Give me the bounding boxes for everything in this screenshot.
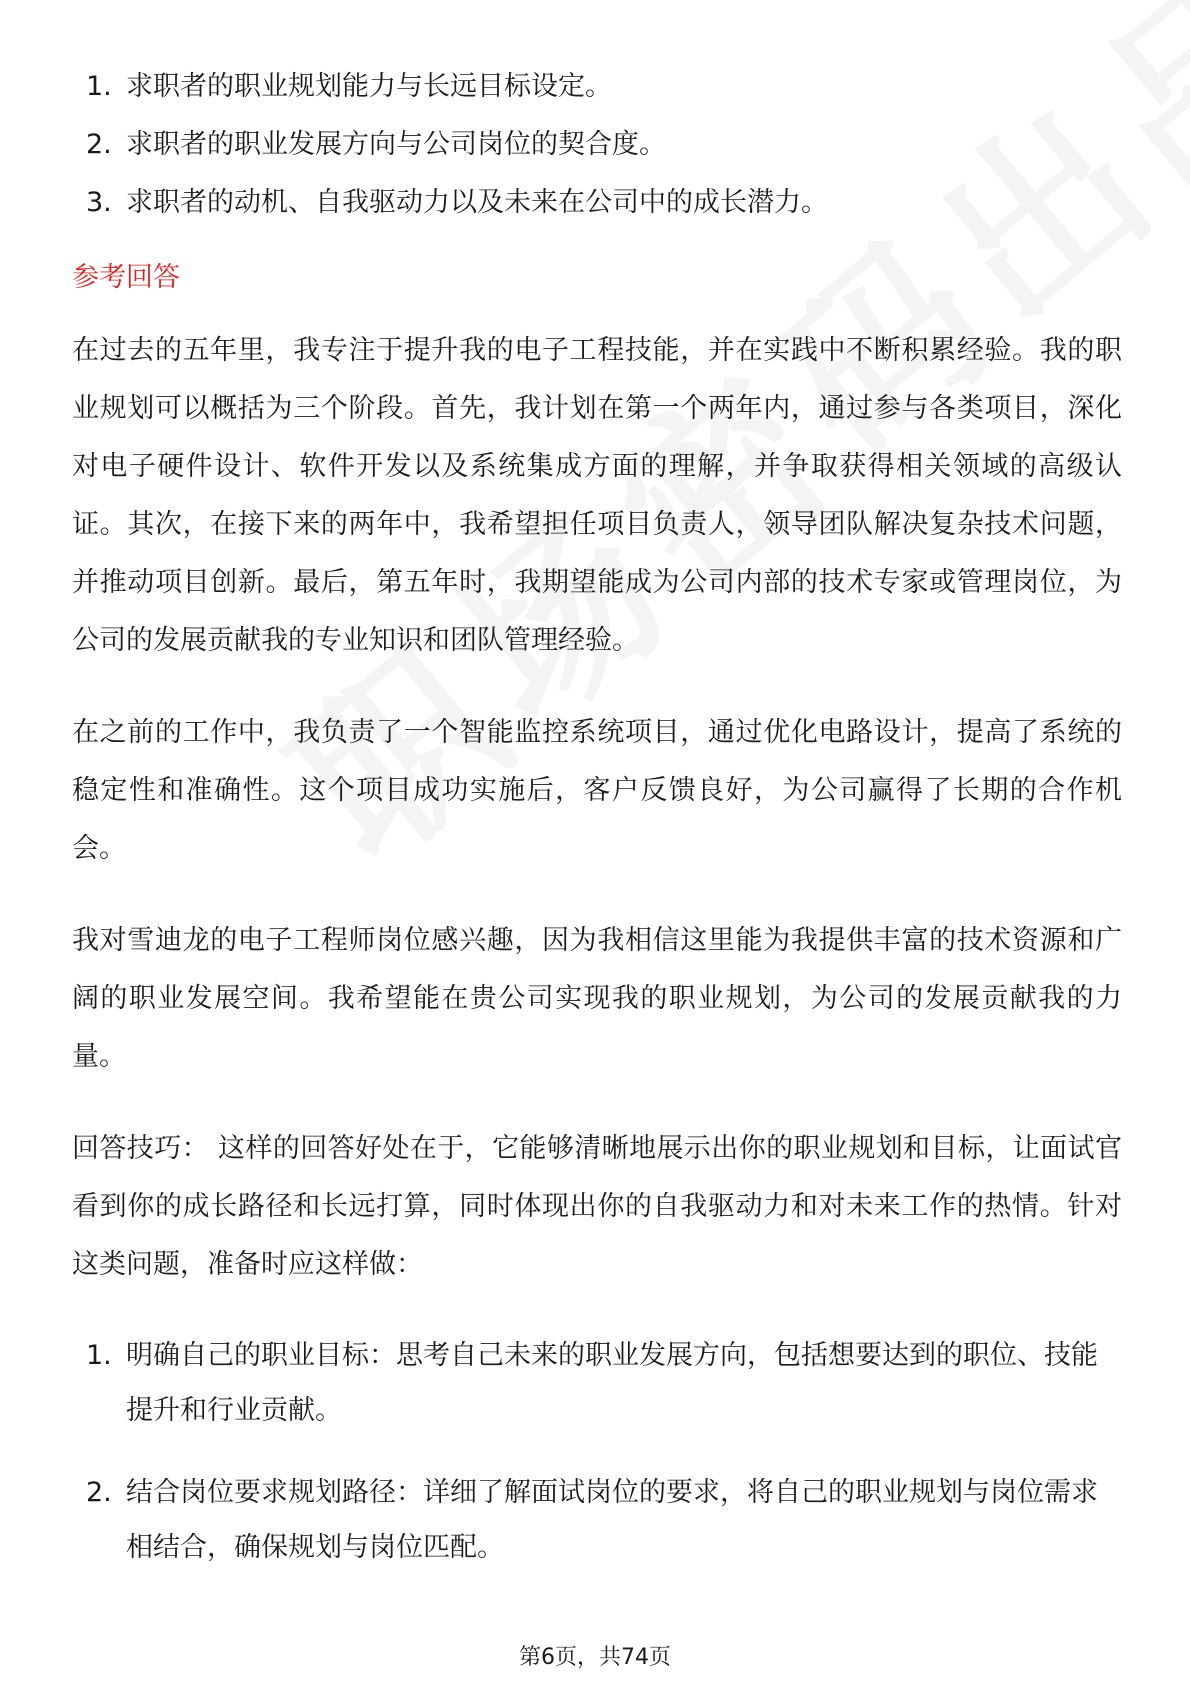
list-item-text: 结合岗位要求规划路径：详细了解面试岗位的要求，将自己的职业规划与岗位需求相结合，确保规划与岗位匹配。 (126, 1477, 1098, 1563)
page-number-footer: 第6页，共74页 (519, 1645, 671, 1670)
tips-paragraph: 回答技巧： 这样的回答好处在于，它能够清晰地展示出你的职业规划和目标，让面试官看到你的成长路径和长远打算，同时体现出你的自我驱动力和对未来工作的热情。针对这类问题，准备时应这样做： (72, 1133, 1122, 1280)
list-number: 1. (86, 1340, 112, 1371)
answer-paragraph: 在过去的五年里，我专注于提升我的电子工程技能，并在实践中不断积累经验。我的职业规划可以概括为三个阶段。首先，我计划在第一个两年内，通过参与各类项目，深化对电子硬件设计、软件开发以及系统集成方面的理解，并争取获得相关领域的高级认证。其次，在接下来的两年中，我希望担任项目负责人，领导团队解决复杂技术问题，并推动项目创新。最后，第五年时，我期望能成为公司内部的技术专家或管理岗位，为公司的发展贡献我的专业知识和团队管理经验。 (72, 335, 1122, 656)
page-content (72, 58, 1122, 1602)
list-item (72, 174, 1122, 232)
tips-list (72, 1328, 1122, 1575)
list-number: 1. (86, 71, 112, 102)
list-number: 3. (86, 187, 112, 218)
criteria-list (72, 58, 1122, 232)
answer-paragraph: 在之前的工作中，我负责了一个智能监控系统项目，通过优化电路设计，提高了系统的稳定性和准确性。这个项目成功实施后，客户反馈良好，为公司赢得了长期的合作机会。 (72, 717, 1122, 864)
section-title: 参考回答 (72, 262, 180, 293)
list-item (72, 1465, 1122, 1575)
answer-paragraph: 我对雪迪龙的电子工程师岗位感兴趣，因为我相信这里能为我提供丰富的技术资源和广阔的职业发展空间。我希望能在贵公司实现我的职业规划，为公司的发展贡献我的力量。 (72, 925, 1122, 1072)
list-number: 2. (86, 1477, 112, 1508)
list-item (72, 116, 1122, 174)
list-item-text: 明确自己的职业目标：思考自己未来的职业发展方向，包括想要达到的职位、技能提升和行业贡献。 (126, 1340, 1098, 1426)
list-item (72, 58, 1122, 116)
list-item-text: 求职者的职业规划能力与长远目标设定。 (126, 71, 612, 102)
list-item-text: 求职者的职业发展方向与公司岗位的契合度。 (126, 129, 666, 160)
list-item-text: 求职者的动机、自我驱动力以及未来在公司中的成长潜力。 (126, 187, 828, 218)
list-number: 2. (86, 129, 112, 160)
list-item (72, 1328, 1122, 1438)
